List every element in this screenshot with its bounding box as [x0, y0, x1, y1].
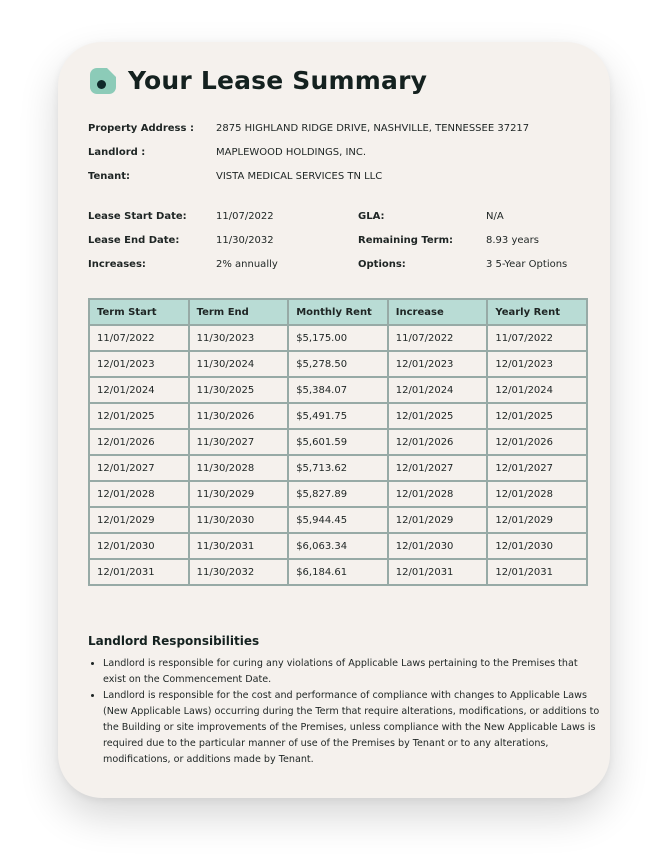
table-cell: 12/01/2030: [388, 533, 488, 559]
remaining-term-value: 8.93 years: [486, 235, 539, 246]
table-cell: $5,175.00: [288, 325, 388, 351]
col-monthly-rent: Monthly Rent: [288, 299, 388, 325]
lease-end-label: Lease End Date:: [88, 235, 180, 246]
landlord-value: MAPLEWOOD HOLDINGS, INC.: [216, 147, 367, 158]
table-cell: 12/01/2024: [487, 377, 587, 403]
table-cell: 11/30/2023: [189, 325, 289, 351]
table-row: [89, 429, 587, 455]
table-cell: 12/01/2025: [487, 403, 587, 429]
table-cell: $5,601.59: [288, 429, 388, 455]
lease-start-label: Lease Start Date:: [88, 211, 187, 222]
col-term-start: Term Start: [89, 299, 189, 325]
rent-schedule-table: [88, 298, 588, 586]
table-row: [89, 507, 587, 533]
lease-end-value: 11/30/2032: [216, 235, 274, 246]
table-cell: 11/30/2030: [189, 507, 289, 533]
table-cell: 12/01/2029: [487, 507, 587, 533]
tenant-label: Tenant:: [88, 171, 131, 182]
lease-summary-card: [58, 42, 610, 798]
table-cell: 12/01/2024: [89, 377, 189, 403]
increases-label: Increases:: [88, 259, 146, 270]
table-cell: 12/01/2026: [487, 429, 587, 455]
table-cell: 11/07/2022: [89, 325, 189, 351]
table-cell: 12/01/2028: [487, 481, 587, 507]
table-cell: $5,384.07: [288, 377, 388, 403]
list-item: • Landlord is responsible for curing any violations of Applicable Laws pertaining to the Premises that exist on the Commencement Date.: [103, 656, 603, 688]
gla-value: N/A: [486, 211, 504, 222]
table-cell: 11/30/2032: [189, 559, 289, 585]
list-item: • Landlord is responsible for the cost and performance of compliance with changes to Applicable Laws (New Applicable Laws) occurring during the Term that require alterations, modifications, or additions to the Building or site improvements of the Premises, unless compliance with the New Applicable Laws is required due to the particular manner of use of the Premises by Tenant or to any alterations, modifications, or additions made by Tenant.: [103, 688, 603, 768]
increases-value: 2% annually: [216, 259, 278, 270]
table-cell: 12/01/2027: [89, 455, 189, 481]
col-increase: Increase: [388, 299, 488, 325]
table-row: [89, 559, 587, 585]
table-cell: 11/30/2029: [189, 481, 289, 507]
table-cell: 12/01/2031: [388, 559, 488, 585]
table-cell: $5,827.89: [288, 481, 388, 507]
table-cell: 12/01/2028: [89, 481, 189, 507]
property-address-label: Property Address :: [88, 123, 194, 134]
table-row: [89, 455, 587, 481]
table-cell: 12/01/2023: [487, 351, 587, 377]
property-address-value: 2875 HIGHLAND RIDGE DRIVE, NASHVILLE, TENNESSEE 37217: [216, 123, 530, 134]
lease-start-value: 11/07/2022: [216, 211, 274, 222]
table-cell: 12/01/2027: [487, 455, 587, 481]
table-header-row: [89, 299, 587, 325]
table-cell: 11/30/2028: [189, 455, 289, 481]
table-cell: 12/01/2023: [89, 351, 189, 377]
table-cell: 12/01/2030: [89, 533, 189, 559]
table-cell: 12/01/2023: [388, 351, 488, 377]
table-cell: 11/30/2031: [189, 533, 289, 559]
table-cell: 12/01/2030: [487, 533, 587, 559]
table-cell: 11/07/2022: [487, 325, 587, 351]
table-cell: 12/01/2025: [388, 403, 488, 429]
gla-label: GLA:: [358, 211, 385, 222]
col-yearly-rent: Yearly Rent: [487, 299, 587, 325]
table-cell: $5,491.75: [288, 403, 388, 429]
table-cell: 12/01/2031: [89, 559, 189, 585]
tenant-value: VISTA MEDICAL SERVICES TN LLC: [216, 171, 383, 182]
table-cell: $6,184.61: [288, 559, 388, 585]
table-cell: 12/01/2031: [487, 559, 587, 585]
table-cell: 11/30/2026: [189, 403, 289, 429]
table-cell: 12/01/2027: [388, 455, 488, 481]
table-cell: 12/01/2025: [89, 403, 189, 429]
table-row: [89, 377, 587, 403]
table-cell: 12/01/2028: [388, 481, 488, 507]
responsibilities-title: Landlord Responsibilities: [88, 634, 260, 648]
col-term-end: Term End: [189, 299, 289, 325]
document-icon: [90, 68, 116, 94]
table-cell: 12/01/2029: [89, 507, 189, 533]
table-row: [89, 481, 587, 507]
landlord-label: Landlord :: [88, 147, 146, 158]
table-cell: 11/07/2022: [388, 325, 488, 351]
table-cell: $6,063.34: [288, 533, 388, 559]
page-title: Your Lease Summary: [128, 66, 428, 95]
table-cell: 12/01/2024: [388, 377, 488, 403]
table-cell: 11/30/2025: [189, 377, 289, 403]
table-row: [89, 533, 587, 559]
table-cell: 11/30/2024: [189, 351, 289, 377]
responsibilities-list: [88, 656, 603, 768]
table-row: [89, 325, 587, 351]
table-cell: 12/01/2026: [89, 429, 189, 455]
table-cell: 12/01/2026: [388, 429, 488, 455]
table-row: [89, 403, 587, 429]
remaining-term-label: Remaining Term:: [358, 235, 454, 246]
table-cell: $5,713.62: [288, 455, 388, 481]
options-value: 3 5-Year Options: [486, 259, 568, 270]
header: [90, 66, 427, 95]
table-cell: 12/01/2029: [388, 507, 488, 533]
table-row: [89, 351, 587, 377]
table-cell: $5,278.50: [288, 351, 388, 377]
table-cell: 11/30/2027: [189, 429, 289, 455]
options-label: Options:: [358, 259, 406, 270]
table-cell: $5,944.45: [288, 507, 388, 533]
